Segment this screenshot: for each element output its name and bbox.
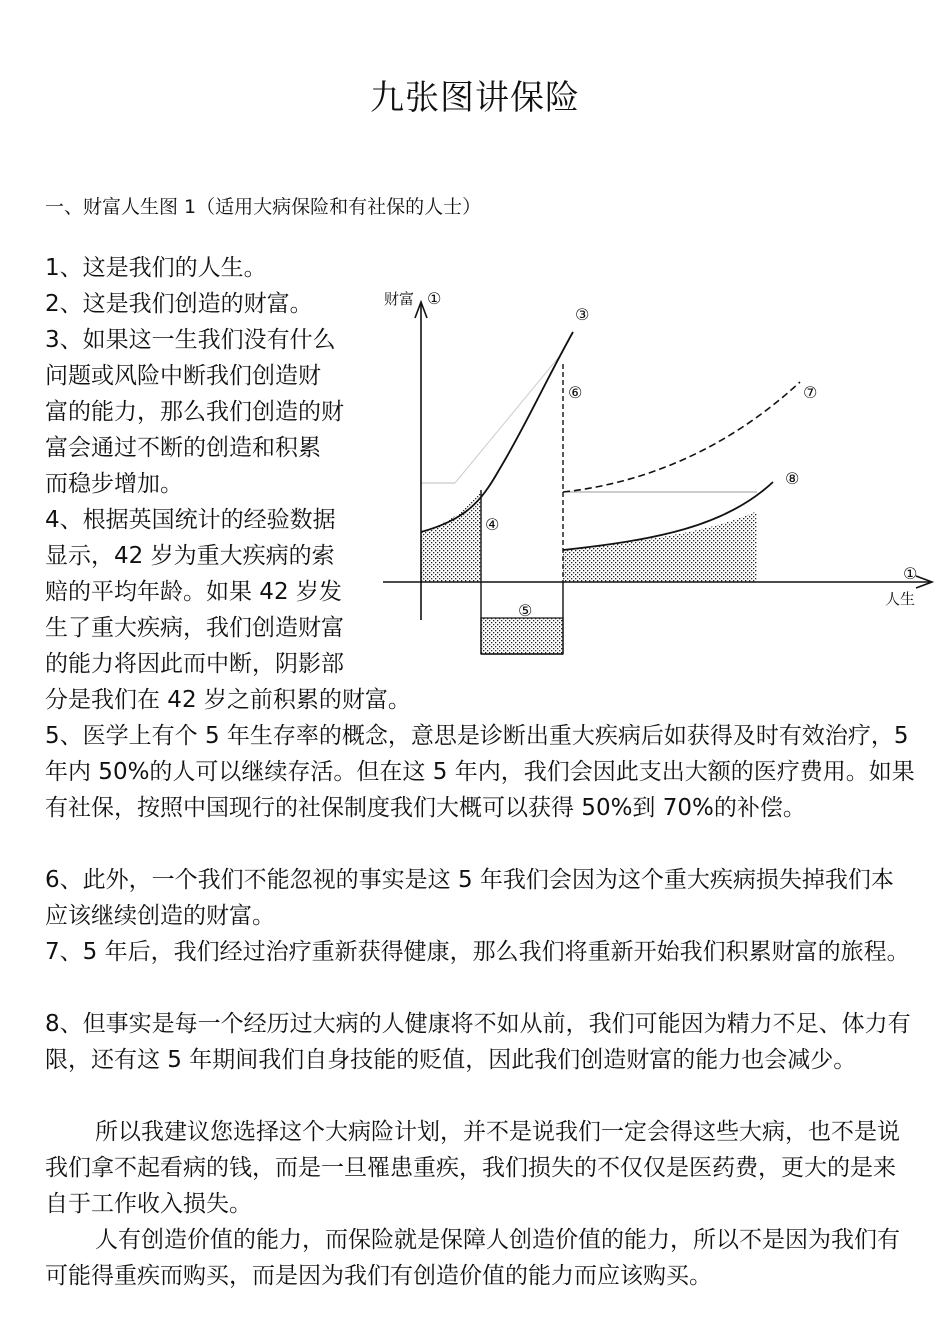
text-line: 生了重大疾病，我们创造财富 xyxy=(45,615,344,641)
paragraph-4-tail: 分是我们在 42 岁之前积累的财富。 xyxy=(45,687,411,713)
page-title: 九张图讲保险 xyxy=(370,78,580,118)
y-axis-marker: ① xyxy=(427,289,442,308)
medical-expense-area xyxy=(481,618,563,654)
text-line: 富会通过不断的创造和积累 xyxy=(45,435,321,461)
marker-8: ⑧ xyxy=(785,469,800,488)
paragraph-conclusion: 人有创造价值的能力，而保险就是保障人创造价值的能力，所以不是因为我们有可能得重疾而购买，而是因为我们有创造价值的能力而应该购买。 xyxy=(45,1227,900,1289)
reference-line xyxy=(455,352,563,483)
marker-7: ⑦ xyxy=(803,383,818,402)
y-axis-label: 财富 xyxy=(384,290,415,308)
text-line: 富的能力，那么我们创造的财 xyxy=(45,399,344,425)
paragraph-5: 5、医学上有个 5 年生存率的概念，意思是诊断出重大疾病后如获得及时有效治疗，5 年内 50%的人可以继续存活。但在这 5 年内，我们会因此支出大额的医疗费用。如果有社保，按照中国现行的社保制度我们大概可以获得 50%到 70%的补偿。 xyxy=(45,723,915,821)
text-line: 4、根据英国统计的经验数据 xyxy=(45,507,336,533)
text-line: 显示，42 岁为重大疾病的索 xyxy=(45,543,335,569)
paragraph-7: 7、5 年后，我们经过治疗重新获得健康，那么我们将重新开始我们积累财富的旅程。 xyxy=(45,939,910,965)
marker-3: ③ xyxy=(575,305,590,324)
text-line: 2、这是我们创造的财富。 xyxy=(45,291,313,317)
x-axis-label: 人生 xyxy=(885,590,916,608)
text-line: 赔的平均年龄。如果 42 岁发 xyxy=(45,579,342,605)
paragraph-8: 8、但事实是每一个经历过大病的人健康将不如从前，我们可能因为精力不足、体力有限，还有这 5 年期间我们自身技能的贬值，因此我们创造财富的能力也会减少。 xyxy=(45,1011,911,1073)
text-line: 3、如果这一生我们没有什么 xyxy=(45,327,336,353)
paragraph-advice: 所以我建议您选择这个大病险计划，并不是说我们一定会得这些大病，也不是说我们拿不起看病的钱，而是一旦罹患重疾，我们损失的不仅仅是医药费，更大的是来自于工作收入损失。 xyxy=(45,1119,900,1217)
wealth-life-diagram xyxy=(375,282,935,667)
x-axis-marker: ① xyxy=(903,564,918,583)
text-line: 1、这是我们的人生。 xyxy=(45,255,267,281)
potential-wealth-dashed-curve xyxy=(563,382,800,492)
text-line: 问题或风险中断我们创造财 xyxy=(45,363,321,389)
marker-5: ⑤ xyxy=(518,601,533,620)
marker-4: ④ xyxy=(485,515,500,534)
text-line: 的能力将因此而中断，阴影部 xyxy=(45,651,344,677)
intro-paragraphs xyxy=(45,250,375,682)
marker-6: ⑥ xyxy=(568,383,583,402)
paragraph-6: 6、此外，一个我们不能忽视的事实是这 5 年我们会因为这个重大疾病损失掉我们本应该继续创造的财富。 xyxy=(45,867,894,929)
text-line: 而稳步增加。 xyxy=(45,471,183,497)
section-heading: 一、财富人生图 1（适用大病保险和有社保的人士） xyxy=(45,196,482,218)
accumulated-wealth-area xyxy=(421,490,481,582)
